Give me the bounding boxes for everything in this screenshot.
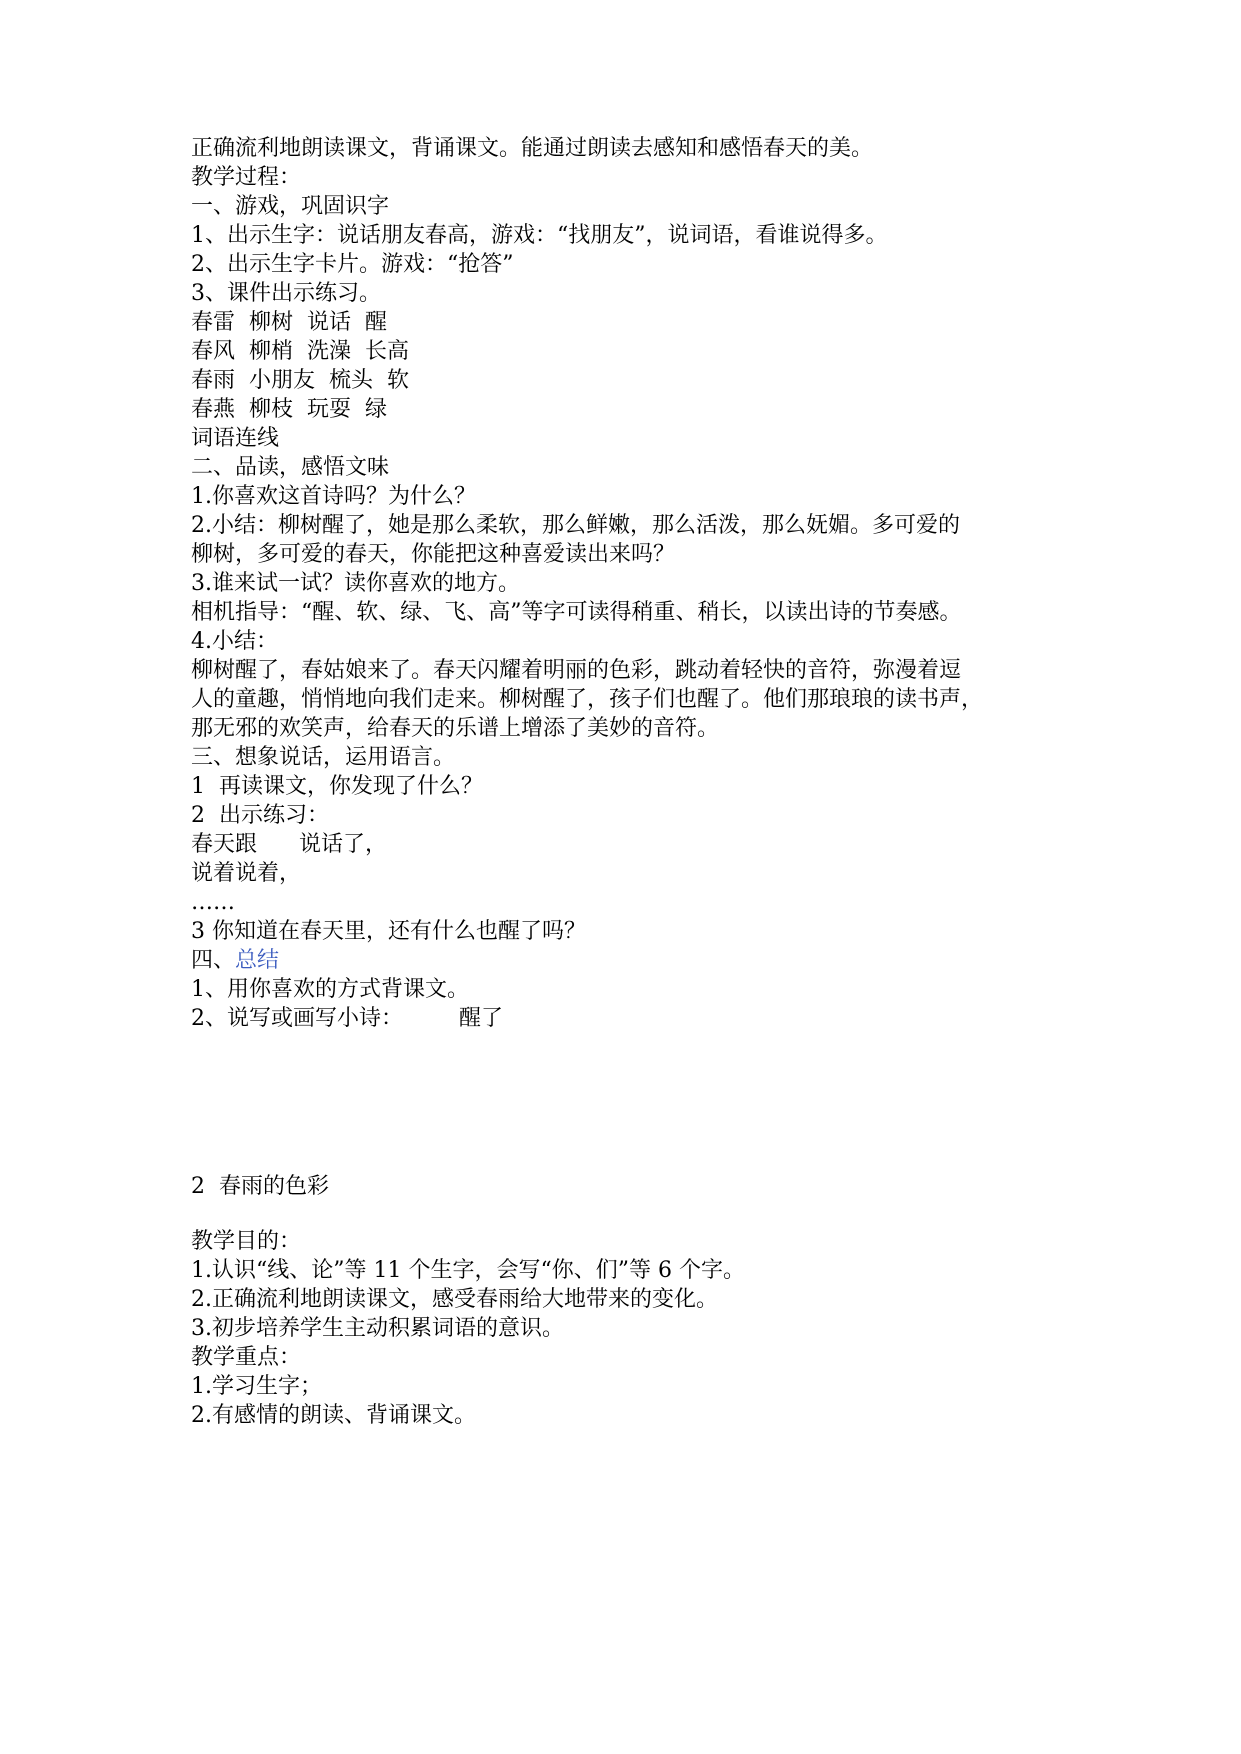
- text-line: 柳树醒了，春姑娘来了。春天闪耀着明丽的色彩，跳动着轻快的音符，弥漫着逗: [191, 658, 962, 683]
- text-line: 词语连线: [191, 426, 280, 451]
- text-line: 那无邪的欢笑声，给春天的乐谱上增添了美妙的音符。: [191, 716, 720, 741]
- text-line: 正确流利地朗读课文，背诵课文。能通过朗读去感知和感悟春天的美。: [191, 136, 874, 161]
- section-heading: 二、品读，感悟文味: [191, 455, 390, 480]
- text-line: 教学重点：: [191, 1345, 302, 1370]
- section-heading: 三、想象说话，运用语言。: [191, 745, 456, 770]
- text-line: 2.正确流利地朗读课文，感受春雨给大地带来的变化。: [191, 1287, 718, 1312]
- text-line: 3.谁来试一试？读你喜欢的地方。: [191, 571, 520, 596]
- word-row: 春燕 柳枝 玩耍 绿: [191, 397, 387, 422]
- text-line: 3 你知道在春天里，还有什么也醒了吗？: [191, 919, 586, 944]
- section-heading: [191, 945, 279, 977]
- text-line: 2.小结：柳树醒了，她是那么柔软，那么鲜嫩，那么活泼，那么妩媚。多可爱的: [191, 513, 960, 538]
- text-line: 2、说写或画写小诗： 醒了: [191, 1006, 503, 1031]
- text-line: 人的童趣，悄悄地向我们走来。柳树醒了，孩子们也醒了。他们那琅琅的读书声，: [191, 687, 984, 712]
- word-row: 春风 柳梢 洗澡 长高: [191, 339, 409, 364]
- text-line: 1.你喜欢这首诗吗？为什么？: [191, 484, 476, 509]
- text-line: 1、出示生字：说话朋友春高，游戏：“找朋友”，说词语，看谁说得多。: [191, 223, 888, 248]
- summary-prefix: 四、: [191, 948, 236, 973]
- text-line: 教学过程：: [191, 165, 302, 190]
- lesson-title: 2 春雨的色彩: [191, 1174, 329, 1199]
- word-row: 春雷 柳树 说话 醒: [191, 310, 387, 335]
- text-line: 教学目的：: [191, 1229, 302, 1254]
- text-line: 说着说着，: [191, 861, 302, 886]
- text-line: 2.有感情的朗读、背诵课文。: [191, 1403, 476, 1428]
- text-line: 春天跟 说话了，: [191, 832, 387, 857]
- text-line: 4.小结：: [191, 629, 278, 654]
- text-line: 2 出示练习：: [191, 803, 329, 828]
- text-line: 1、用你喜欢的方式背课文。: [191, 977, 469, 1002]
- text-line: 3.初步培养学生主动积累词语的意识。: [191, 1316, 564, 1341]
- text-line: 1 再读课文，你发现了什么？: [191, 774, 483, 799]
- text-line: 2、出示生字卡片。游戏：“抢答”: [191, 252, 514, 277]
- text-line: 1.认识“线、论”等 11 个生字，会写“你、们”等 6 个字。: [191, 1258, 745, 1283]
- section-heading: 一、游戏，巩固识字: [191, 194, 390, 219]
- document-page: [191, 0, 1071, 1754]
- text-line: 相机指导：“醒、软、绿、飞、高”等字可读得稍重、稍长，以读出诗的节奏感。: [191, 600, 962, 625]
- text-line: 1.学习生字；: [191, 1374, 322, 1399]
- ellipsis-line: ……: [191, 890, 235, 915]
- text-line: 柳树，多可爱的春天，你能把这种喜爱读出来吗？: [191, 542, 676, 567]
- text-line: 3、课件出示练习。: [191, 281, 381, 306]
- word-row: 春雨 小朋友 梳头 软: [191, 368, 409, 393]
- summary-link[interactable]: 总结: [235, 948, 280, 973]
